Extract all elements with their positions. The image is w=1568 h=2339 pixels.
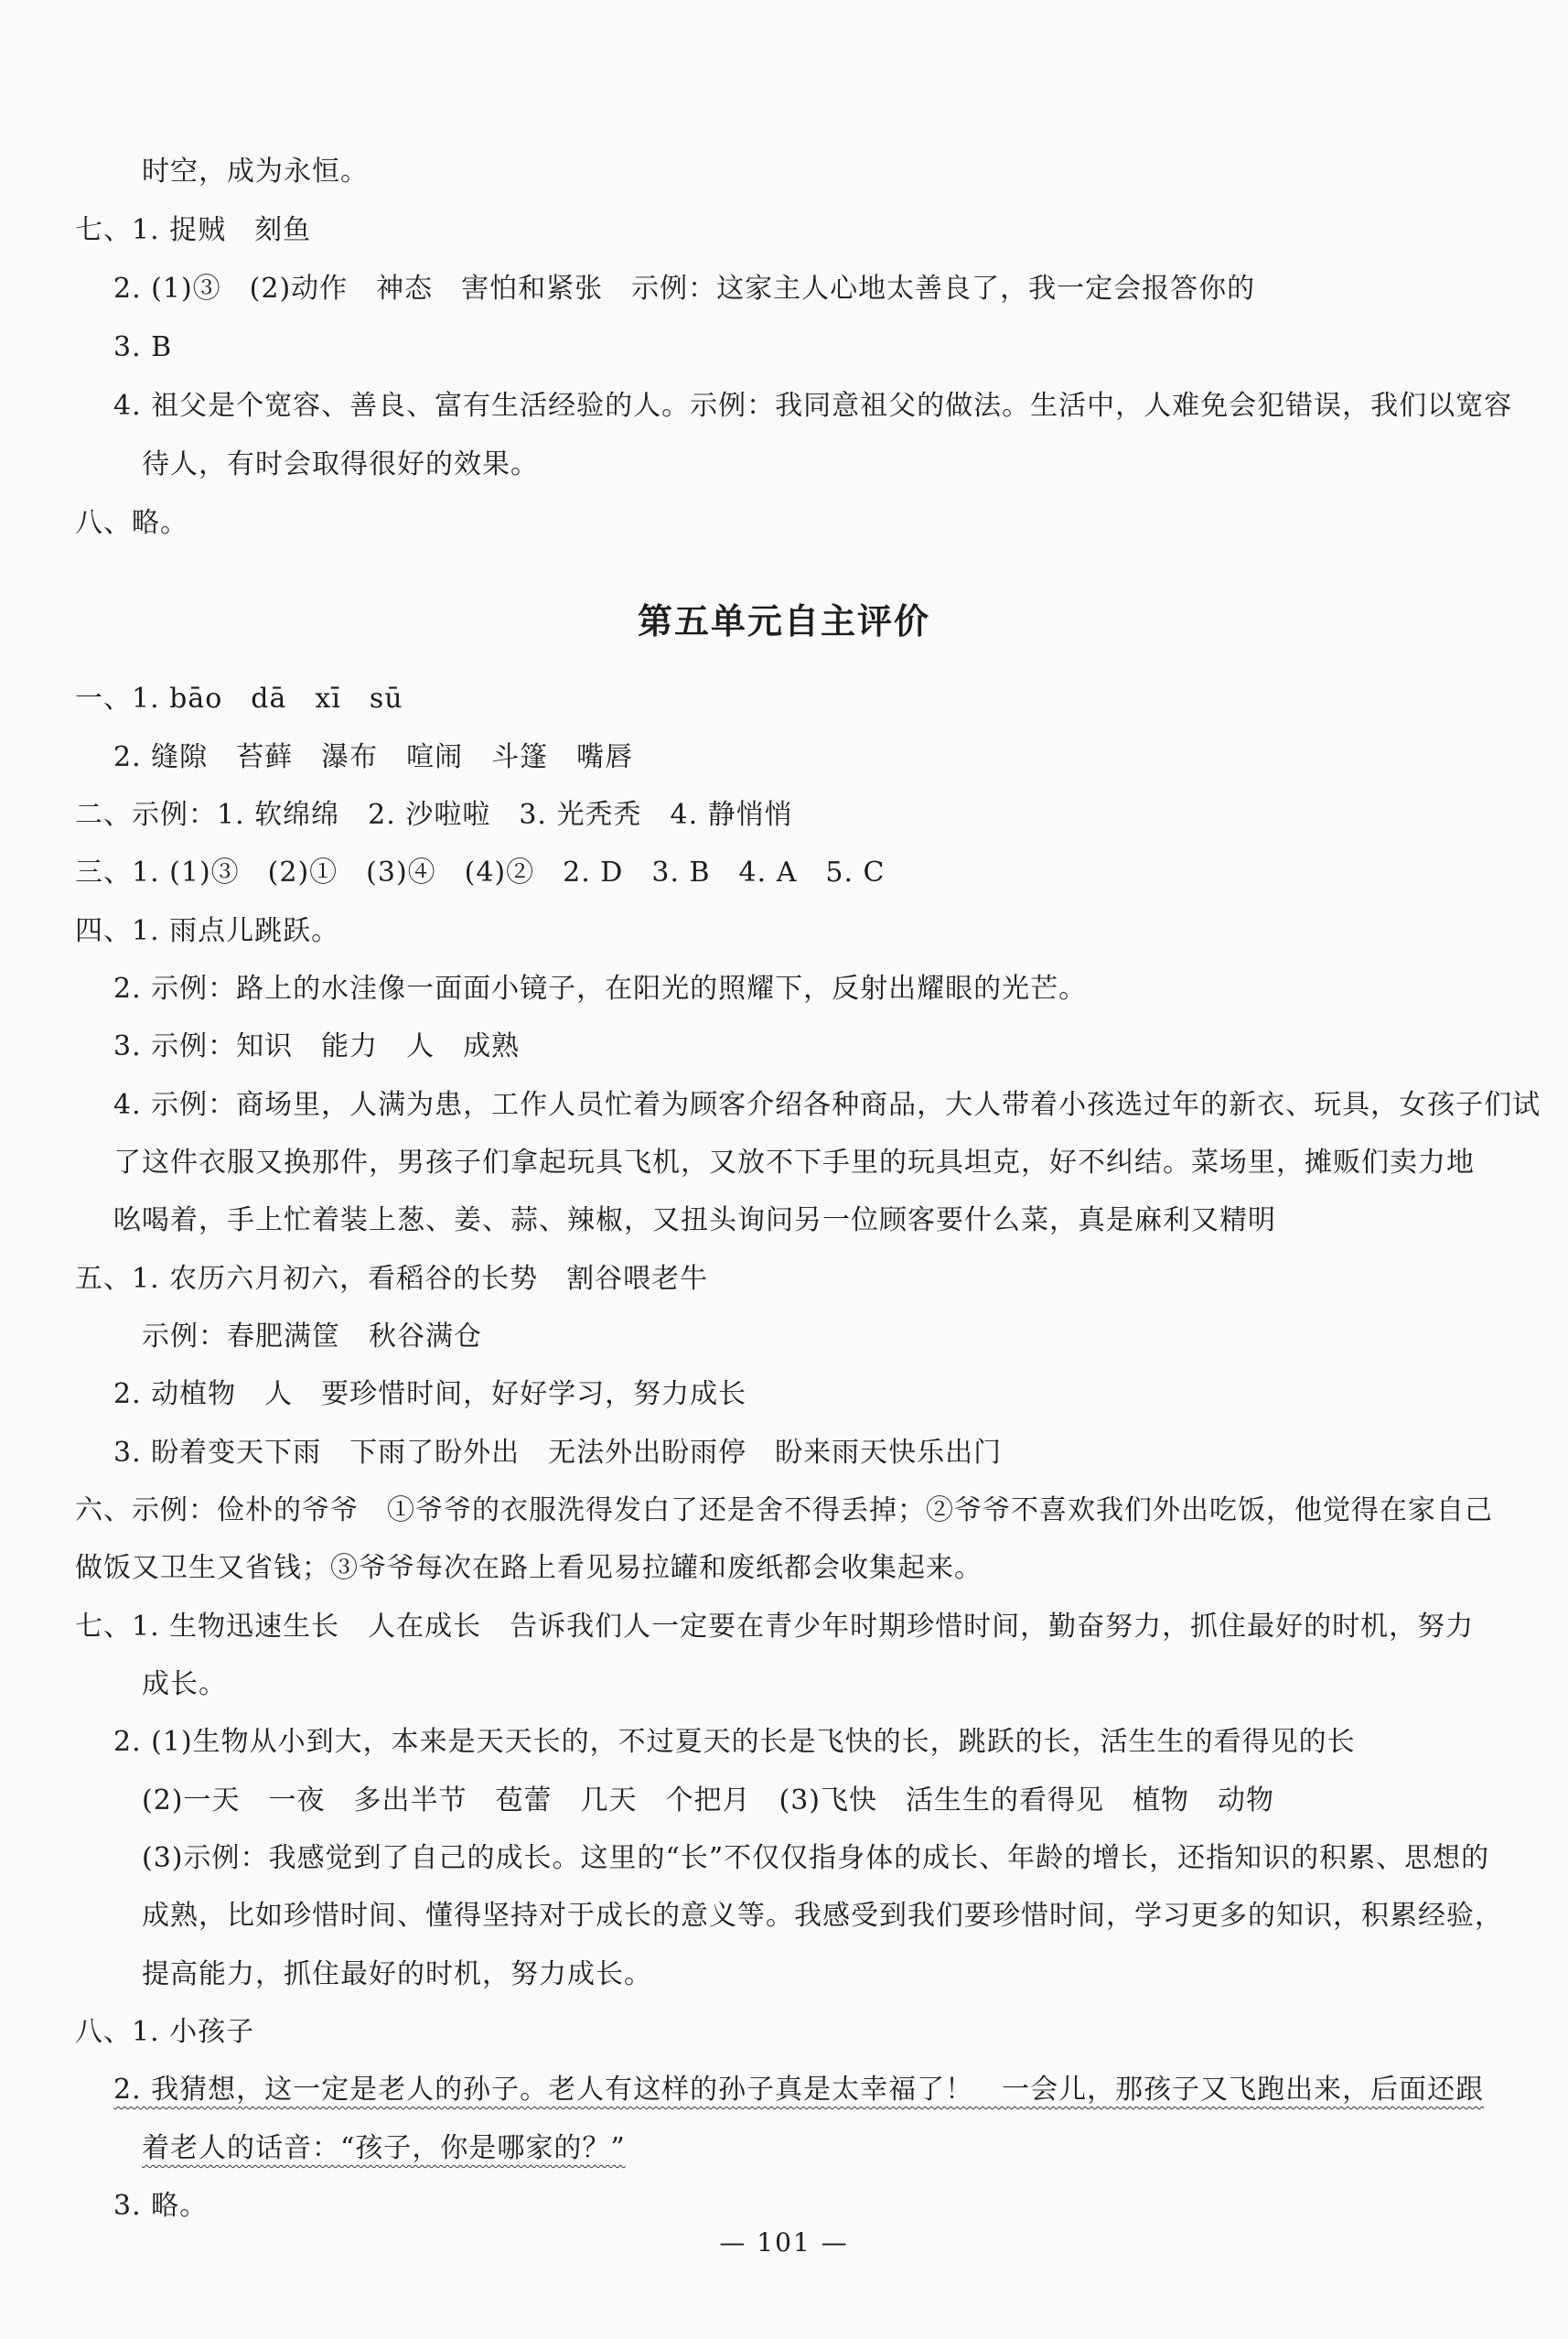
text-line: 2. 缝隙 苔藓 瀑布 喧闹 斗篷 嘴唇 (113, 741, 634, 773)
text-line: 三、1. (1)③ (2)① (3)④ (4)② 2. D 3. B 4. A 5. C (75, 857, 886, 889)
text-line: 成熟，比如珍惜时间、懂得坚持对于成长的意义等。我感受到我们要珍惜时间，学习更多的知识，积累经验， (142, 1900, 1503, 1932)
text-line: 3. B (113, 331, 173, 363)
text-line: 3. 示例：知识 能力 人 成熟 (113, 1030, 521, 1062)
text-line: 二、示例：1. 软绵绵 2. 沙啦啦 3. 光秃秃 4. 静悄悄 (75, 799, 793, 831)
text-line: 提高能力，抓住最好的时机，努力成长。 (142, 1958, 652, 1990)
underlined-text-line: 着老人的话音：“孩子，你是哪家的？” (142, 2132, 626, 2164)
text-line: 七、1. 生物迅速生长 人在成长 告诉我们人一定要在青少年时期珍惜时间，勤奋努力，抓住最好的时机，努力 (75, 1611, 1475, 1643)
text-line: 4. 示例：商场里，人满为患，工作人员忙着为顾客介绍各种商品，大人带着小孩选过年的新衣、玩具，女孩子们试 (113, 1089, 1541, 1121)
text-line: 3. 盼着变天下雨 下雨了盼外出 无法外出盼雨停 盼来雨天快乐出门 (113, 1437, 1003, 1469)
text-line: 七、1. 捉贼 刻鱼 (75, 214, 312, 246)
text-line: 2. 动植物 人 要珍惜时间，好好学习，努力成长 (113, 1378, 747, 1410)
text-line: 时空，成为永恒。 (142, 156, 369, 188)
text-line: 四、1. 雨点儿跳跃。 (75, 915, 340, 947)
text-line: 示例：春肥满筐 秋谷满仓 (142, 1320, 482, 1353)
text-line: 一、1. bāo dā xī sū (75, 683, 403, 715)
text-line: 2. (1)③ (2)动作 神态 害怕和紧张 示例：这家主人心地太善良了，我一定会报答你的 (113, 273, 1256, 305)
text-line: (2)一天 一夜 多出半节 苞蕾 几天 个把月 (3)飞快 活生生的看得见 植物 动物 (142, 1784, 1274, 1816)
text-line: 待人，有时会取得很好的效果。 (142, 448, 539, 480)
text-line: (3)示例：我感觉到了自己的成长。这里的“长”不仅仅指身体的成长、年龄的增长，还指知识的积累、思想的 (142, 1842, 1490, 1874)
text-line: 吆喝着，手上忙着装上葱、姜、蒜、辣椒，又扭头询问另一位顾客要什么菜，真是麻利又精明 (113, 1204, 1276, 1236)
underlined-text-line: 2. 我猜想，这一定是老人的孙子。老人有这样的孙子真是太幸福了！ 一会儿，那孩子又飞跑出来，后面还跟 (113, 2074, 1485, 2106)
text-line: 六、示例：俭朴的爷爷 ①爷爷的衣服洗得发白了还是舍不得丢掉；②爷爷不喜欢我们外出吃饭，他觉得在家自己 (75, 1494, 1493, 1526)
page-number: — 101 — (719, 2227, 849, 2258)
text-line: 八、略。 (75, 507, 188, 539)
text-line: 成长。 (142, 1668, 227, 1700)
text-line: 八、1. 小孩子 (75, 2016, 255, 2048)
text-line: 做饭又卫生又省钱；③爷爷每次在路上看见易拉罐和废纸都会收集起来。 (75, 1552, 983, 1584)
text-line: 3. 略。 (113, 2190, 209, 2222)
text-line: 2. (1)生物从小到大，本来是天天长的，不过夏天的长是飞快的长，跳跃的长，活生生的看得见的长 (113, 1726, 1356, 1758)
text-line: 了这件衣服又换那件，男孩子们拿起玩具飞机，又放不下手里的玩具坦克，好不纠结。菜场里，摊贩们卖力地 (113, 1147, 1475, 1179)
text-line: 五、1. 农历六月初六，看稻谷的长势 割谷喂老牛 (75, 1263, 709, 1295)
text-line: 4. 祖父是个宽容、善良、富有生活经验的人。示例：我同意祖父的做法。生活中，人难免会犯错误，我们以宽容 (113, 390, 1513, 422)
section-title: 第五单元自主评价 (637, 601, 930, 641)
text-line: 2. 示例：路上的水洼像一面面小镜子，在阳光的照耀下，反射出耀眼的光芒。 (113, 973, 1088, 1005)
